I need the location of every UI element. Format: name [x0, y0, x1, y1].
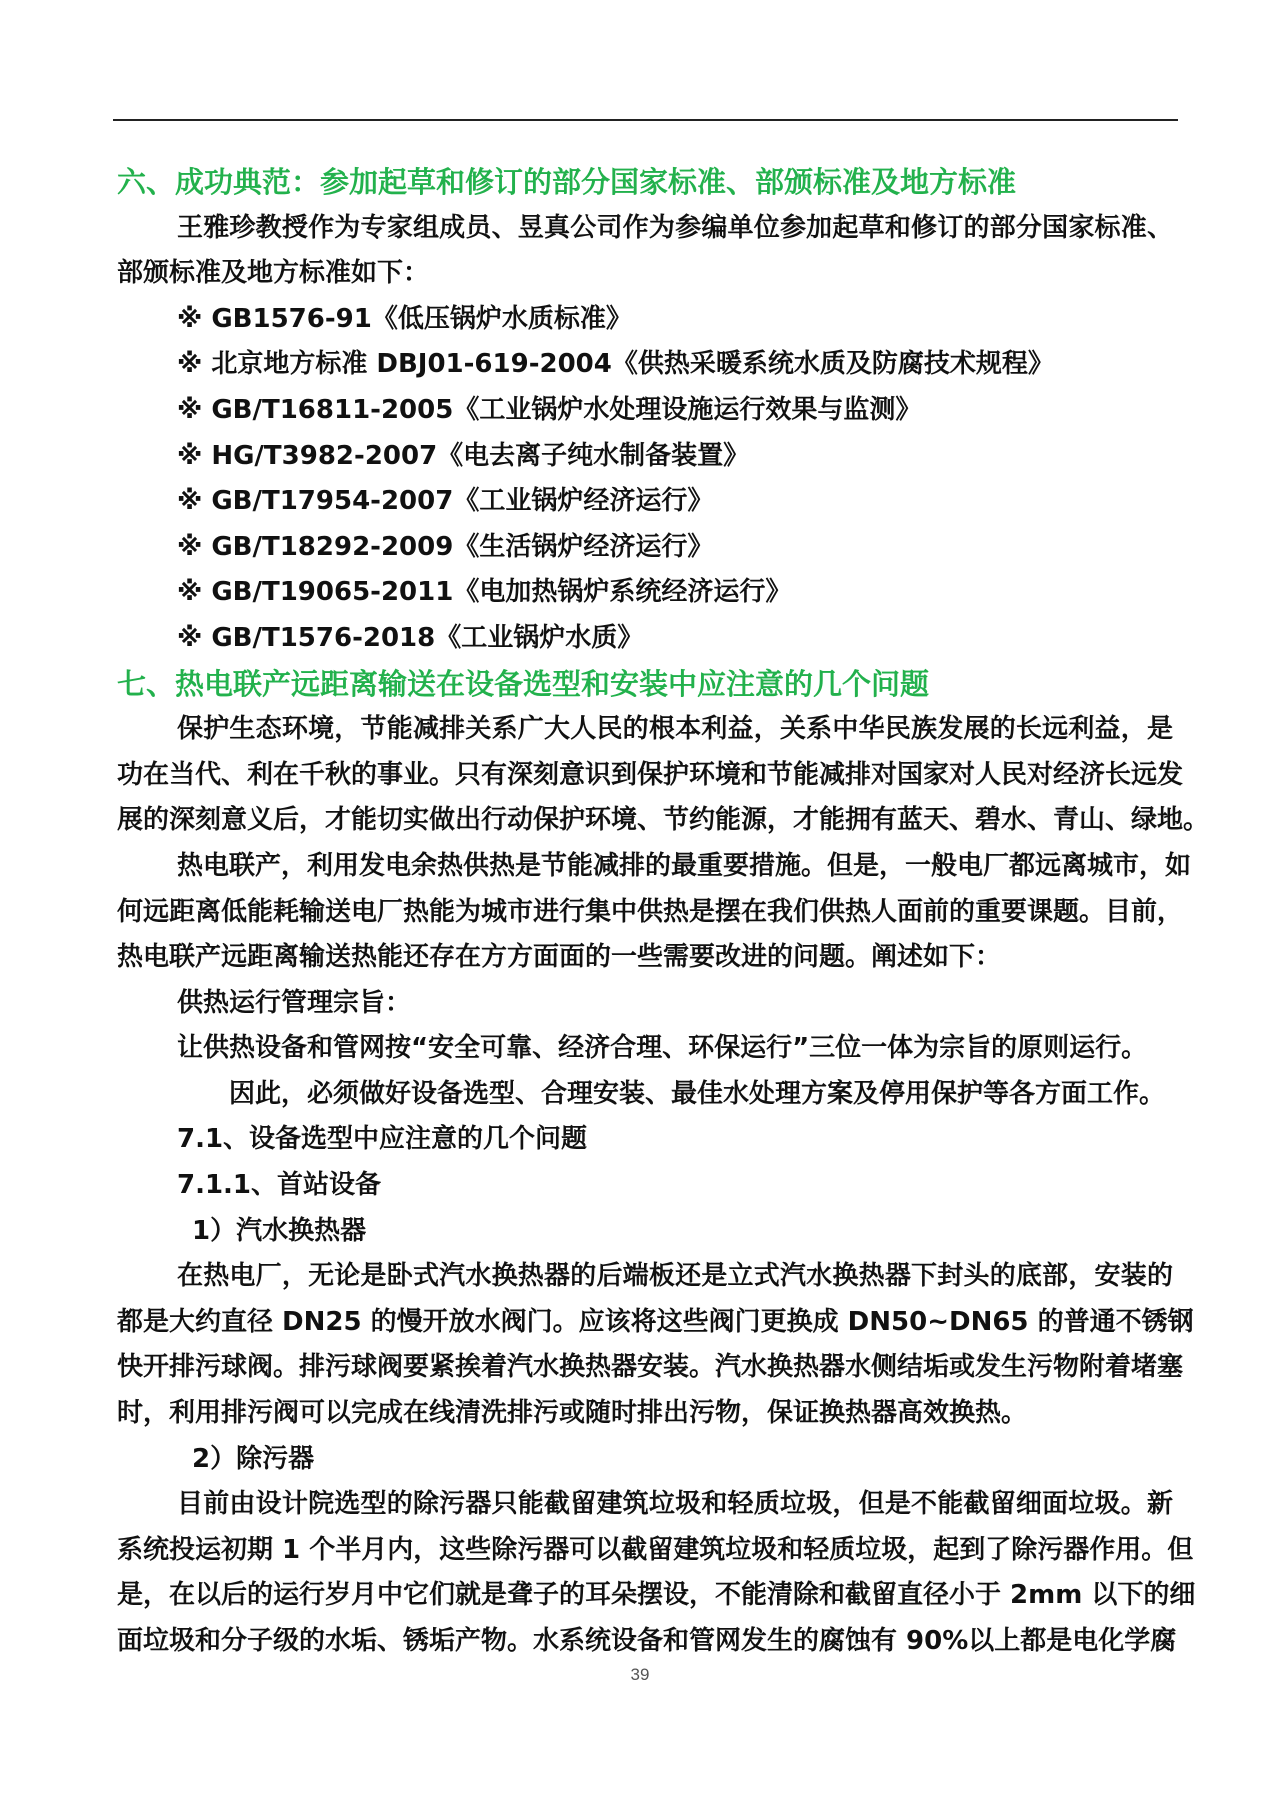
paragraph-line: 面垃圾和分子级的水垢、锈垢产物。水系统设备和管网发生的腐蚀有 90%以上都是电化学腐: [117, 1626, 1177, 1656]
header-rule: [113, 119, 1178, 121]
tenet-text: 让供热设备和管网按“安全可靠、经济合理、环保运行”三位一体为宗旨的原则运行。: [177, 1033, 1148, 1064]
tenet-label: 供热运行管理宗旨：: [177, 987, 412, 1018]
page-number: 39: [630, 1665, 650, 1684]
paragraph-line: 热电联产，利用发电余热供热是节能减排的最重要措施。但是，一般电厂都远离城市，如: [177, 850, 1192, 881]
paragraph-line: 系统投运初期 1 个半月内，这些除污器可以截留建筑垃圾和轻质垃圾，起到了除污器作用。但: [117, 1534, 1194, 1565]
standard-item: ※ GB/T18292-2009《生活锅炉经济运行》: [177, 531, 714, 562]
section-7-heading: 七、热电联产远距离输送在设备选型和安装中应注意的几个问题: [117, 666, 930, 701]
paragraph-line: 部颁标准及地方标准如下：: [117, 258, 430, 289]
item-2-title: 2）除污器: [192, 1443, 315, 1474]
standard-item: ※ HG/T3982-2007《电去离子纯水制备装置》: [177, 440, 750, 471]
paragraph-line: 保护生态环境，节能减排关系广大人民的根本利益，关系中华民族发展的长远利益，是: [177, 714, 1173, 745]
standard-item: ※ GB/T17954-2007《工业锅炉经济运行》: [177, 486, 714, 517]
standard-item: ※ GB1576-91《低压锅炉水质标准》: [177, 303, 632, 334]
paragraph-line: 时，利用排污阀可以完成在线清洗排污或随时排出污物，保证换热器高效换热。: [117, 1398, 1028, 1429]
standard-item: ※ GB/T1576-2018《工业锅炉水质》: [177, 622, 644, 653]
subsection-7-1: 7.1、设备选型中应注意的几个问题: [177, 1124, 588, 1155]
paragraph-line: 都是大约直径 DN25 的慢开放水阀门。应该将这些阀门更换成 DN50~DN65 的普通不锈钢: [117, 1306, 1194, 1337]
paragraph-line: 展的深刻意义后，才能切实做出行动保护环境、节约能源，才能拥有蓝天、碧水、青山、绿地。: [117, 805, 1210, 836]
paragraph-line: 快开排污球阀。排污球阀要紧挨着汽水换热器安装。汽水换热器水侧结垢或发生污物附着堵塞: [117, 1352, 1184, 1383]
standard-item: ※ GB/T16811-2005《工业锅炉水处理设施运行效果与监测》: [177, 394, 922, 425]
paragraph-line: 热电联产远距离输送热能还存在方方面面的一些需要改进的问题。阐述如下：: [117, 942, 1002, 973]
paragraph-line: 在热电厂，无论是卧式汽水换热器的后端板还是立式汽水换热器下封头的底部，安装的: [177, 1261, 1173, 1292]
standard-item: ※ GB/T19065-2011《电加热锅炉系统经济运行》: [177, 577, 792, 608]
paragraph-line: 功在当代、利在千秋的事业。只有深刻意识到保护环境和节能减排对国家对人民对经济长远发: [117, 759, 1184, 790]
section-6-heading: 六、成功典范：参加起草和修订的部分国家标准、部颁标准及地方标准: [117, 165, 1017, 199]
paragraph-line: 是，在以后的运行岁月中它们就是聋子的耳朵摆设，不能清除和截留直径小于 2mm 以下的细: [117, 1580, 1196, 1611]
therefore-text: 因此，必须做好设备选型、合理安装、最佳水处理方案及停用保护等各方面工作。: [229, 1078, 1166, 1109]
paragraph-line: 何远距离低能耗输送电厂热能为城市进行集中供热是摆在我们供热人面前的重要课题。目前，: [117, 896, 1184, 927]
item-1-title: 1）汽水换热器: [192, 1215, 367, 1246]
standard-item: ※ 北京地方标准 DBJ01-619-2004《供热采暖系统水质及防腐技术规程》: [177, 349, 1054, 380]
page-body: [117, 160, 1210, 1665]
subsection-7-1-1: 7.1.1、首站设备: [177, 1170, 382, 1201]
paragraph-line: 王雅珍教授作为专家组成员、昱真公司作为参编单位参加起草和修订的部分国家标准、: [177, 212, 1173, 243]
paragraph-line: 目前由设计院选型的除污器只能截留建筑垃圾和轻质垃圾，但是不能截留细面垃圾。新: [177, 1489, 1173, 1520]
